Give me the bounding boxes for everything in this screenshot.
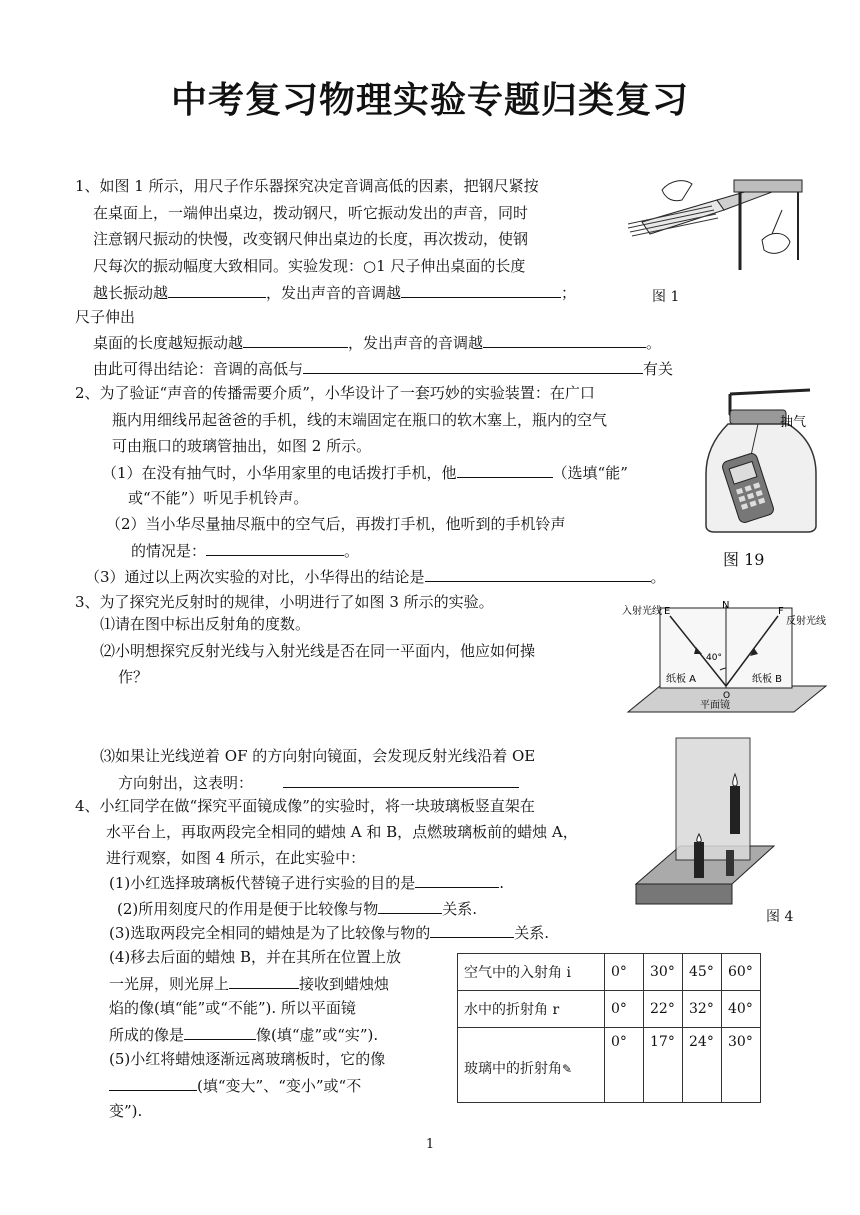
q4-sub-5-line-3: 变”). — [109, 1102, 143, 1120]
answer-blank[interactable] — [168, 282, 266, 298]
q1-line-3: 注意钢尺振动的快慢，改变钢尺伸出桌边的长度，再次拨动，使钢 — [93, 230, 529, 248]
q1-line-2: 在桌面上，一端伸出桌边，拨动钢尺，听它振动发出的声音，同时 — [93, 204, 529, 222]
q4-text: 一光屏，则光屏上 — [109, 975, 230, 993]
answer-blank[interactable] — [430, 922, 514, 938]
incident-ray-label: 入射光线 — [622, 606, 662, 617]
mirror-label: 平面镜 — [700, 700, 730, 711]
q1-line-5 — [93, 282, 576, 303]
answer-blank[interactable] — [243, 332, 348, 348]
point-e-label: E — [664, 606, 671, 617]
table-cell: 0° — [605, 991, 644, 1028]
answer-blank[interactable] — [457, 462, 553, 478]
table-cell: 0° — [605, 954, 644, 991]
q4-text: 接收到蜡烛烛 — [299, 975, 390, 993]
refraction-angle-table — [457, 953, 761, 1103]
q4-sub-4-line-1: (4)移去后面的蜡烛 B，并在其所在位置上放 — [109, 948, 402, 966]
q3-line-3: ⑵小明想探究反射光线与入射光线是否在同一平面内，他应如何操 — [100, 642, 536, 660]
table-row — [458, 954, 761, 991]
table-cell: 0° — [605, 1028, 644, 1103]
answer-blank[interactable] — [378, 898, 442, 914]
point-f-label: F — [778, 606, 784, 617]
figure-2-label: 图 19 — [723, 550, 765, 569]
answer-blank[interactable] — [303, 358, 643, 374]
q4-text: (填“变大”、“变小”或“不 — [197, 1077, 362, 1095]
q1-text: 。 — [646, 334, 662, 352]
q2-line-4 — [102, 462, 628, 483]
q1-text: ； — [561, 284, 577, 302]
q3-text: 方向射出，这表明： — [118, 774, 254, 792]
q1-text: ，发出声音的音调越 — [266, 284, 402, 302]
page-title: 中考复习物理实验专题归类复习 — [170, 80, 689, 121]
q3-line-2: ⑴请在图中标出反射角的度数。 — [100, 615, 311, 633]
figure-4-label: 图 4 — [766, 909, 794, 925]
q4-line-3: 进行观察，如图 4 所示，在此实验中： — [106, 849, 366, 867]
page-number: 1 — [425, 1137, 435, 1152]
reflected-ray-label: 反射光线 — [786, 616, 826, 627]
q2-line-6: （2）当小华尽量抽尽瓶中的空气后，再拨打手机，他听到的手机铃声 — [106, 515, 566, 533]
q2-line-2: 瓶内用细线吊起爸爸的手机，线的末端固定在瓶口的软木塞上，瓶内的空气 — [112, 411, 608, 429]
table-row-label — [458, 1028, 605, 1103]
normal-n-label: N — [722, 600, 730, 611]
q1-line-4: 尺每次的振动幅度大致相同。实验发现：○1 尺子伸出桌面的长度 — [93, 257, 526, 275]
q2-line-5: 或“不能”）听见手机铃声。 — [128, 489, 309, 507]
q1-text: 由此可得出结论：音调的高低与 — [93, 360, 304, 378]
q4-text: (3)选取两段完全相同的蜡烛是为了比较像与物的 — [109, 924, 431, 942]
q2-line-8 — [85, 566, 666, 587]
q4-text: 所成的像是 — [109, 1026, 185, 1044]
table-cell: 17° — [644, 1028, 683, 1103]
q4-sub-2 — [117, 898, 477, 919]
q2-line-7 — [131, 540, 359, 561]
figure-1-label: 图 1 — [652, 289, 680, 305]
q1-line-1: 1、如图 1 所示，用尺子作乐器探究决定音调高低的因素，把钢尺紧按 — [75, 177, 539, 195]
table-cell: 45° — [683, 954, 722, 991]
q1-text: 有关 — [643, 360, 674, 378]
q1-text: 越长振动越 — [93, 284, 169, 302]
q2-text: （1）在没有抽气时，小华用家里的电话拨打手机，他 — [102, 464, 457, 482]
q1-line-7 — [93, 332, 661, 353]
table-row-label: 空气中的入射角 i — [458, 954, 605, 991]
table-row-label: 水中的折射角 r — [458, 991, 605, 1028]
q4-text: 关系. — [514, 924, 550, 942]
q2-text: 的情况是： — [131, 542, 207, 560]
answer-blank[interactable] — [206, 540, 344, 556]
answer-blank[interactable] — [425, 566, 651, 582]
q4-text: 关系. — [442, 900, 478, 918]
q2-text: （选填“能” — [552, 464, 628, 482]
q3-line-5: ⑶如果让光线逆着 OF 的方向射向镜面，会发现反射光线沿着 OE — [100, 747, 536, 765]
q4-line-2: 水平台上，再取两段完全相同的蜡烛 A 和 B，点燃玻璃板前的蜡烛 A， — [106, 823, 578, 841]
answer-blank[interactable] — [483, 332, 646, 348]
q4-text: . — [499, 874, 505, 892]
q4-sub-5-line-1: (5)小红将蜡烛逐渐远离玻璃板时，它的像 — [109, 1050, 386, 1068]
q4-sub-3 — [109, 922, 549, 943]
q2-text: 。 — [650, 568, 666, 586]
table-cell: 22° — [644, 991, 683, 1028]
figure-4-candles-illustration — [628, 734, 776, 914]
table-cell: 40° — [722, 991, 761, 1028]
q4-sub-1 — [109, 872, 504, 893]
answer-blank[interactable] — [229, 973, 299, 989]
q4-sub-5-line-2 — [109, 1075, 361, 1096]
table-row-label-text: 玻璃中的折射角 — [464, 1061, 562, 1077]
q4-sub-4-line-3: 焰的像(填“能”或“不能”). 所以平面镜 — [109, 999, 356, 1017]
q1-text: 桌面的长度越短振动越 — [93, 334, 244, 352]
q2-text: （3）通过以上两次实验的对比，小华得出的结论是 — [85, 568, 425, 586]
answer-blank[interactable] — [109, 1075, 197, 1091]
table-row — [458, 991, 761, 1028]
figure-1-ruler-illustration — [622, 170, 814, 276]
answer-blank[interactable] — [184, 1024, 256, 1040]
board-a-label: 纸板 A — [666, 674, 697, 685]
table-cell: 30° — [722, 1028, 761, 1103]
figure-2-jar-phone-illustration — [700, 384, 830, 534]
table-cell: 60° — [722, 954, 761, 991]
q3-line-1: 3、为了探究光反射时的规律，小明进行了如图 3 所示的实验。 — [75, 593, 494, 611]
angle-label: 40° — [706, 653, 722, 663]
q3-line-4: 作？ — [118, 668, 149, 686]
pencil-icon: ✎ — [562, 1062, 573, 1076]
answer-blank[interactable] — [415, 872, 499, 888]
point-o-label: O — [723, 691, 731, 701]
q4-sub-4-line-4 — [109, 1024, 378, 1045]
q4-text: (2)所用刻度尺的作用是便于比较像与物 — [117, 900, 379, 918]
q4-text: 像(填“虚”或“实”). — [256, 1026, 379, 1044]
board-b-label: 纸板 B — [752, 674, 783, 685]
q4-line-1: 4、小红同学在做“探究平面镜成像”的实验时，将一块玻璃板竖直架在 — [75, 797, 535, 815]
answer-blank[interactable] — [283, 772, 519, 788]
q2-text: 。 — [344, 542, 360, 560]
figure-2-pump-label: 抽气 — [780, 415, 807, 430]
figure-3-reflection-illustration — [622, 600, 830, 720]
q2-line-3: 可由瓶口的玻璃管抽出，如图 2 所示。 — [112, 437, 372, 455]
q1-line-6: 尺子伸出 — [75, 308, 136, 326]
q2-line-1: 2、为了验证“声音的传播需要介质”，小华设计了一套巧妙的实验装置：在广口 — [75, 384, 595, 402]
table-cell: 32° — [683, 991, 722, 1028]
table-cell: 24° — [683, 1028, 722, 1103]
q3-line-6 — [118, 772, 519, 793]
table-row — [458, 1028, 761, 1103]
q1-line-8 — [93, 358, 673, 379]
q4-text: (1)小红选择玻璃板代替镜子进行实验的目的是 — [109, 874, 416, 892]
table-cell: 30° — [644, 954, 683, 991]
answer-blank[interactable] — [401, 282, 561, 298]
q1-text: ，发出声音的音调越 — [348, 334, 484, 352]
q4-sub-4-line-2 — [109, 973, 389, 994]
